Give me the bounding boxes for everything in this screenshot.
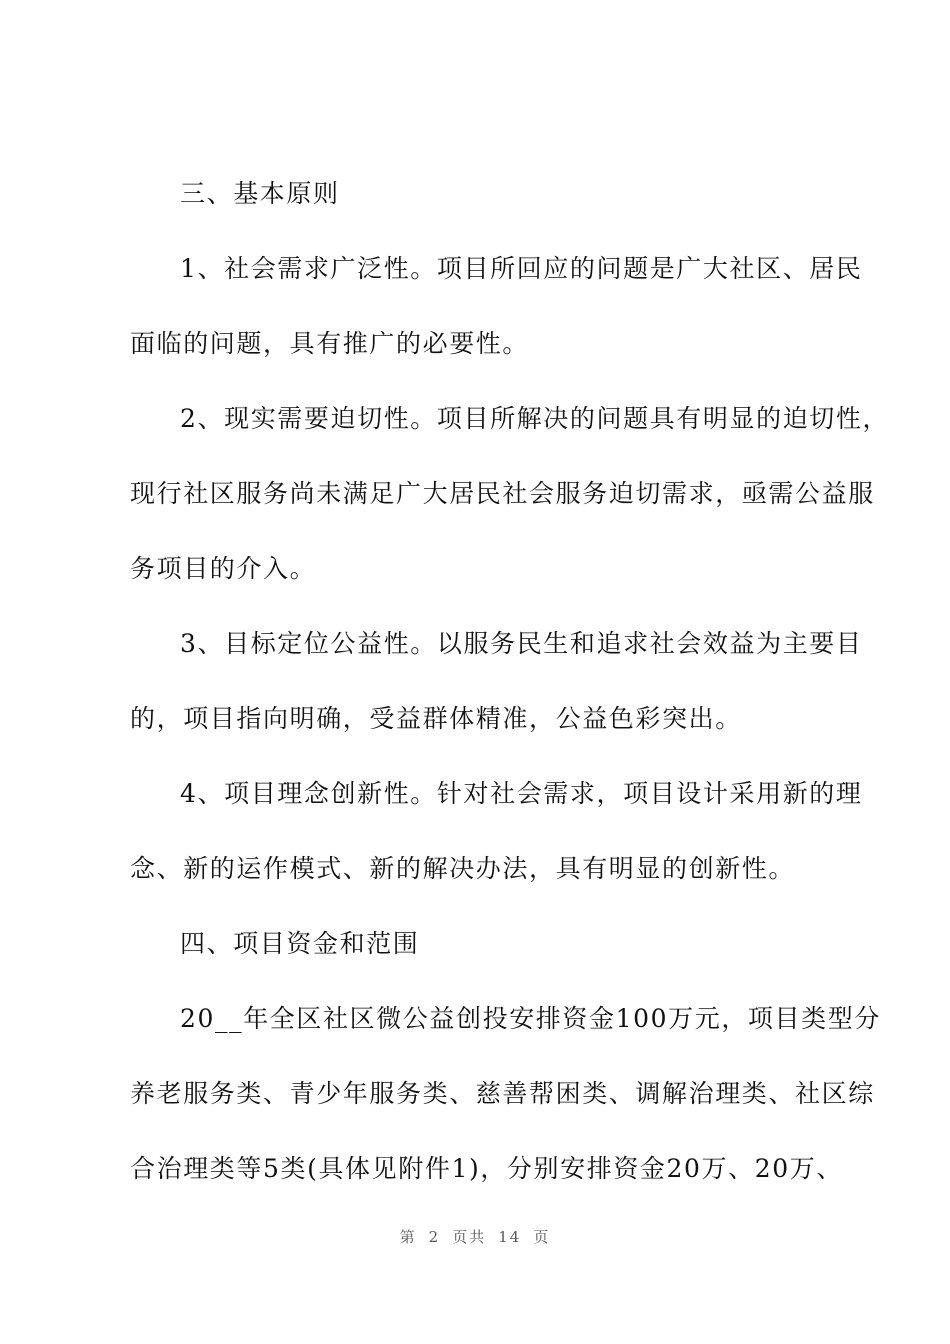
paragraph-line: 念、新的运作模式、新的解决办法，具有明显的创新性。 <box>130 854 796 883</box>
paragraph-line: 养老服务类、青少年服务类、慈善帮困类、调解治理类、社区综 <box>130 1079 875 1108</box>
paragraph-line: 3、目标定位公益性。以服务民生和追求社会效益为主要目 <box>180 629 863 658</box>
section-heading-funding: 四、项目资金和范围 <box>180 929 420 958</box>
footer-middle: 页共 <box>452 1228 487 1246</box>
paragraph-line: 20__年全区社区微公益创投安排资金100万元，项目类型分 <box>180 1004 881 1033</box>
footer-suffix: 页 <box>533 1228 551 1246</box>
paragraph-line: 1、社会需求广泛性。项目所回应的问题是广大社区、居民 <box>180 254 863 283</box>
paragraph-line: 现行社区服务尚未满足广大居民社会服务迫切需求，亟需公益服 <box>130 479 875 508</box>
footer-prefix: 第 <box>399 1228 417 1246</box>
paragraph-line: 的，项目指向明确，受益群体精准，公益色彩突出。 <box>130 704 742 733</box>
footer-total-pages: 14 <box>498 1228 522 1246</box>
footer-current-page: 2 <box>428 1228 441 1246</box>
page-footer <box>0 1226 950 1247</box>
paragraph-line: 务项目的介入。 <box>130 554 317 583</box>
document-body <box>130 168 890 1218</box>
section-heading-principles: 三、基本原则 <box>180 179 340 208</box>
paragraph-line: 面临的问题，具有推广的必要性。 <box>130 329 530 358</box>
paragraph-line: 4、项目理念创新性。针对社会需求，项目设计采用新的理 <box>180 779 863 808</box>
paragraph-line: 合治理类等5类(具体见附件1)，分别安排资金20万、20万、 <box>130 1154 843 1183</box>
paragraph-line: 2、现实需要迫切性。项目所解决的问题具有明显的迫切性， <box>180 404 890 433</box>
